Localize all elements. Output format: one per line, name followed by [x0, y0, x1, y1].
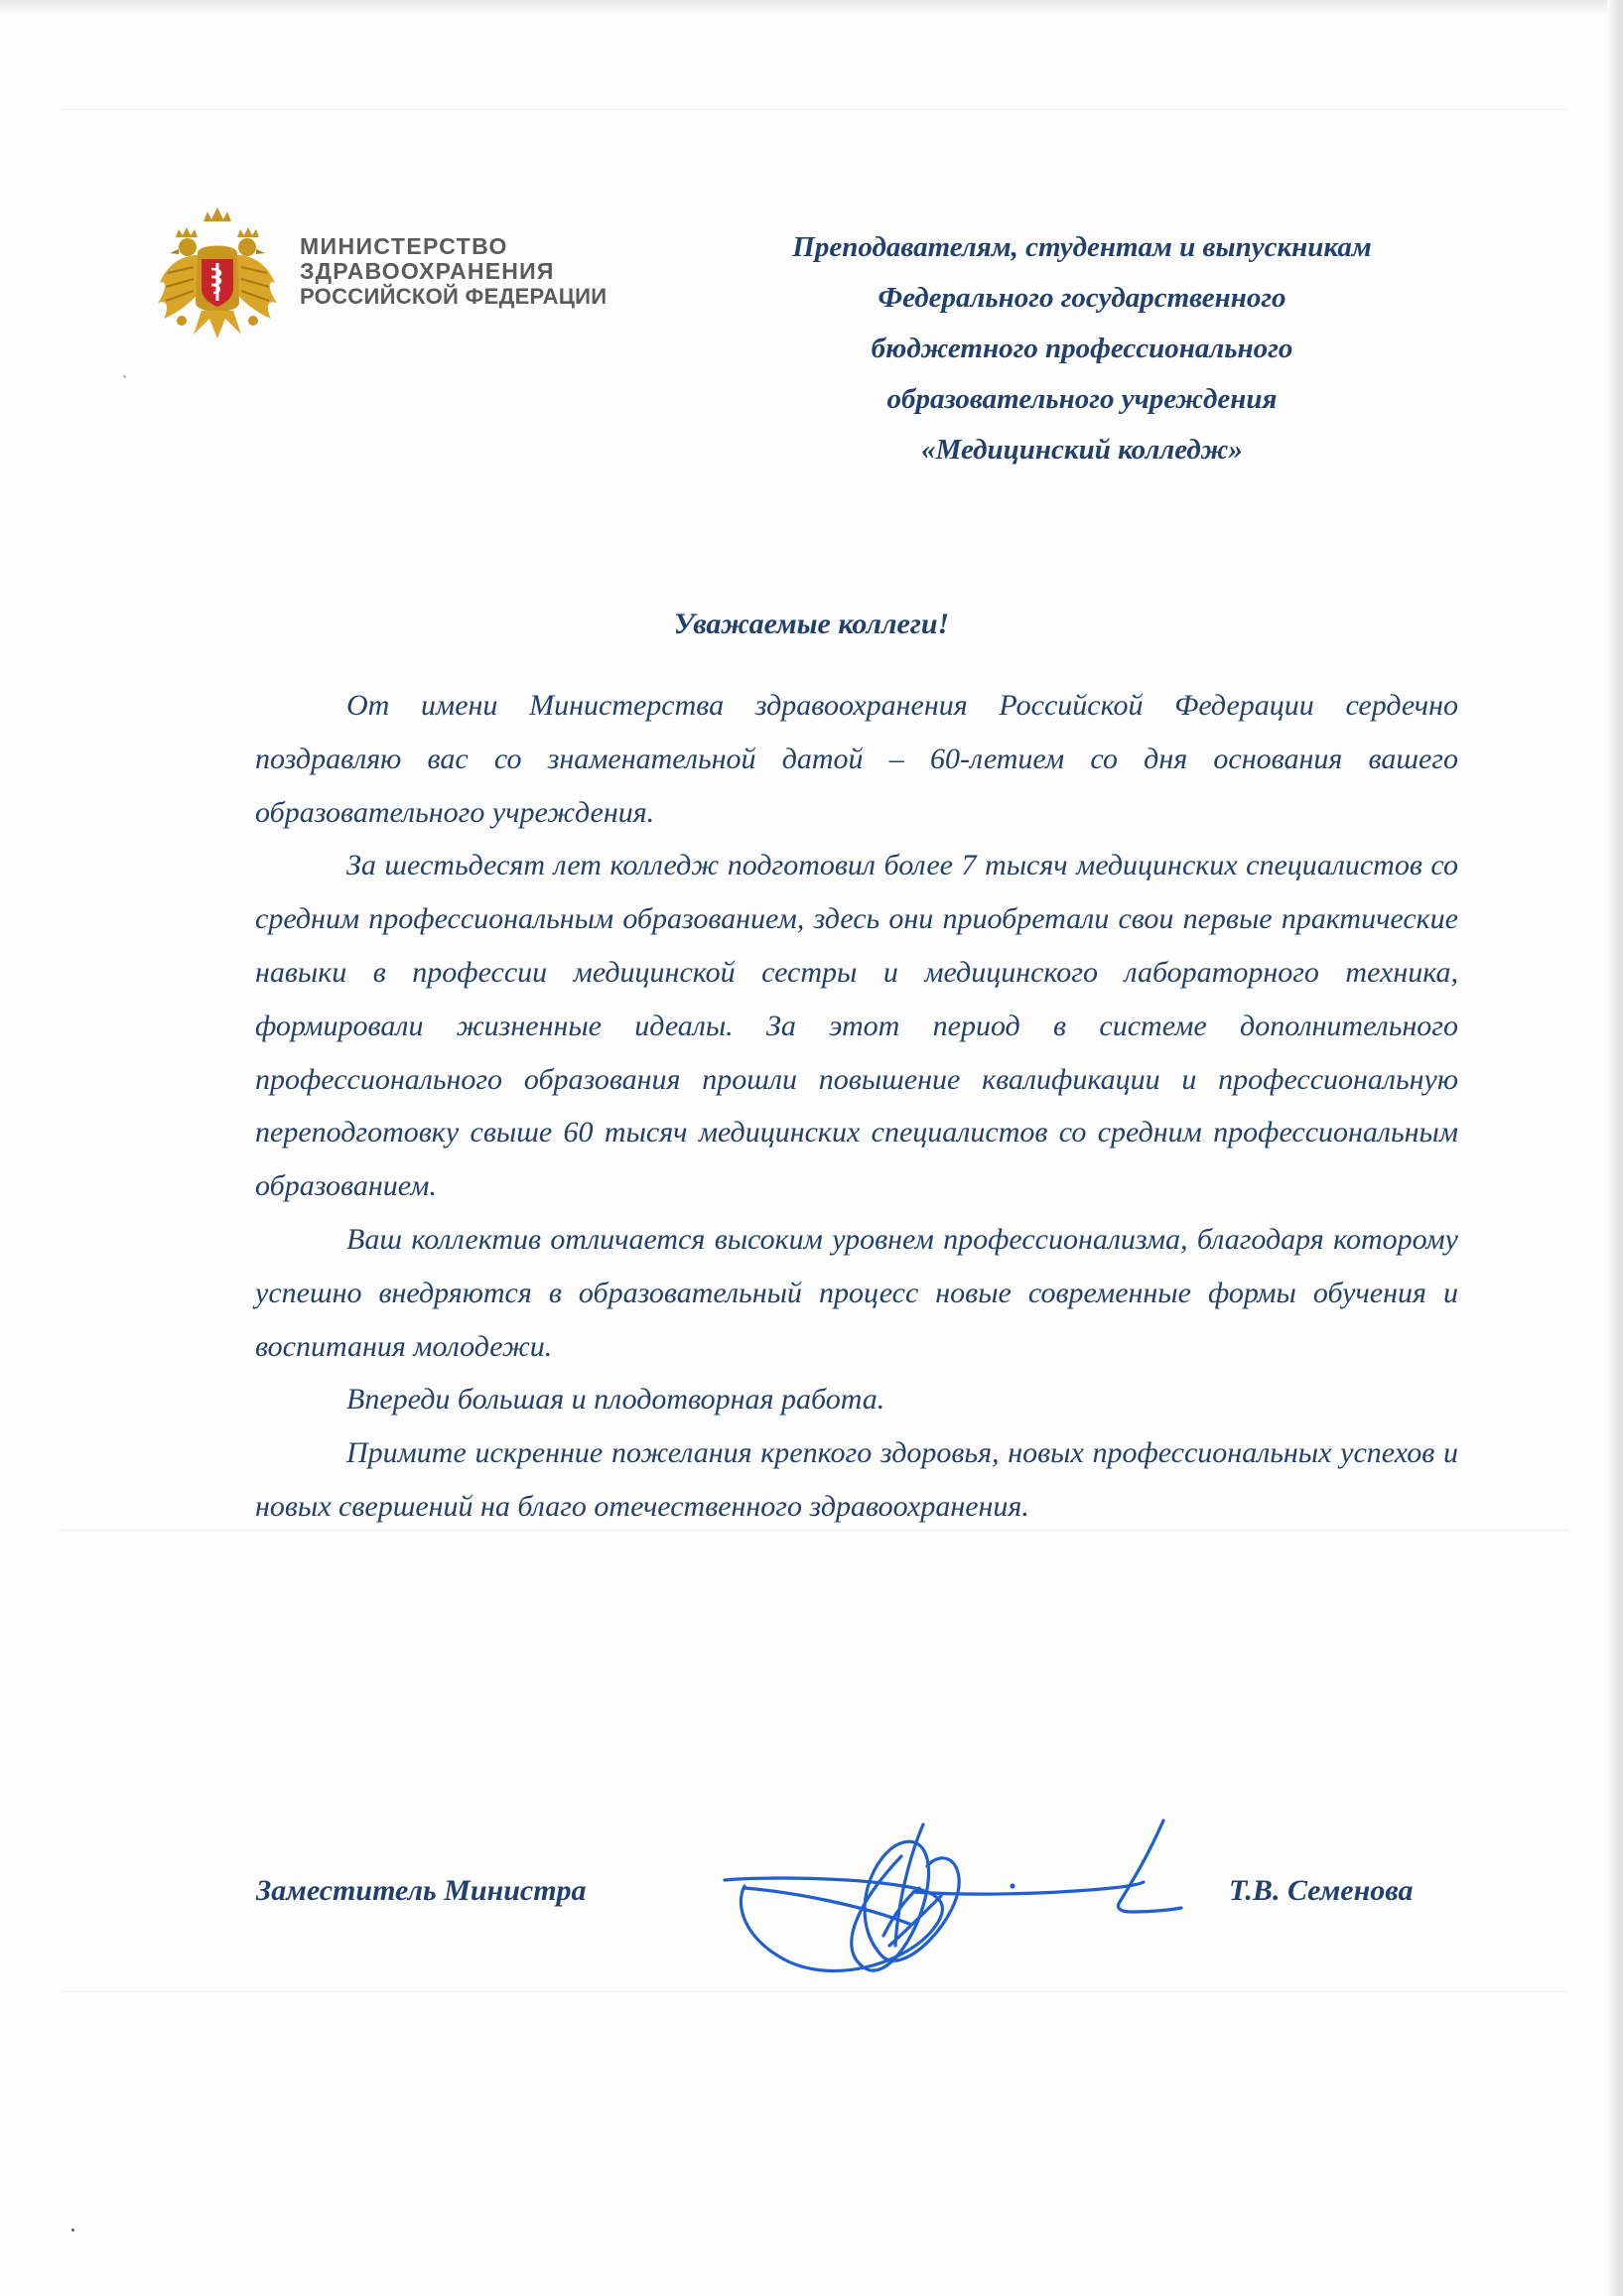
ministry-line: ЗДРАВООХРАНЕНИЯ: [300, 258, 555, 284]
letter-body: [255, 679, 1458, 1534]
handwritten-signature: [715, 1797, 1271, 1985]
ministry-name: [300, 234, 607, 309]
ministry-line: РОССИЙСКОЙ ФЕДЕРАЦИИ: [300, 284, 608, 309]
body-paragraph: За шестьдесят лет колледж подготовил более 7 тысяч медицинских специалистов со средним профессиональным образованием, здесь они приобретали свои первые практические навыки в профессии медицинской сестры и медицинского лабораторного техника, формировали жизненные идеалы. За этот период в системе дополнительного профессионального образования прошли повышение квалификации и профессиональную переподготовку свыше 60 тысяч медицинских специалистов со средним профессиональным образованием.: [255, 849, 1458, 1203]
scan-speck: [123, 375, 126, 378]
scan-artifact-line: [60, 1991, 1568, 1992]
scan-edge-right: [1607, 0, 1623, 2296]
body-paragraph: От имени Министерства здравоохранения Российской Федерации сердечно поздравляю вас со знаменательной датой – 60-летием со дня основания вашего образовательного учреждения.: [255, 689, 1458, 829]
scan-speck: [71, 2228, 74, 2231]
greeting: Уважаемые коллеги!: [673, 608, 950, 640]
body-paragraph: Впереди большая и плодотворная работа.: [346, 1383, 885, 1417]
scan-artifact-line: [60, 109, 1568, 110]
addressee-block: [695, 222, 1469, 475]
addressee-line: Федерального государственного: [878, 282, 1286, 314]
scan-edge-top: [0, 0, 1623, 14]
body-paragraph: Ваш коллектив отличается высоким уровнем профессионализма, благодаря которому успешно внедряются в образовательный процесс новые современные формы обучения и воспитания молодежи.: [255, 1222, 1458, 1363]
signatory-name: Т.В. Семенова: [1229, 1874, 1414, 1907]
ministry-line: МИНИСТЕРСТВО: [300, 233, 508, 259]
addressee-line: «Медицинский колледж»: [921, 434, 1243, 466]
addressee-line: образовательного учреждения: [886, 383, 1278, 415]
coat-of-arms-icon: [154, 203, 281, 342]
body-paragraph: Примите искренние пожелания крепкого здоровья, новых профессиональных успехов и новых свершений на благо отечественного здравоохранения.: [255, 1436, 1458, 1523]
addressee-line: бюджетного профессионального: [871, 333, 1293, 364]
addressee-line: Преподавателям, студентам и выпускникам: [792, 231, 1372, 263]
signatory-title: Заместитель Министра: [256, 1874, 587, 1907]
